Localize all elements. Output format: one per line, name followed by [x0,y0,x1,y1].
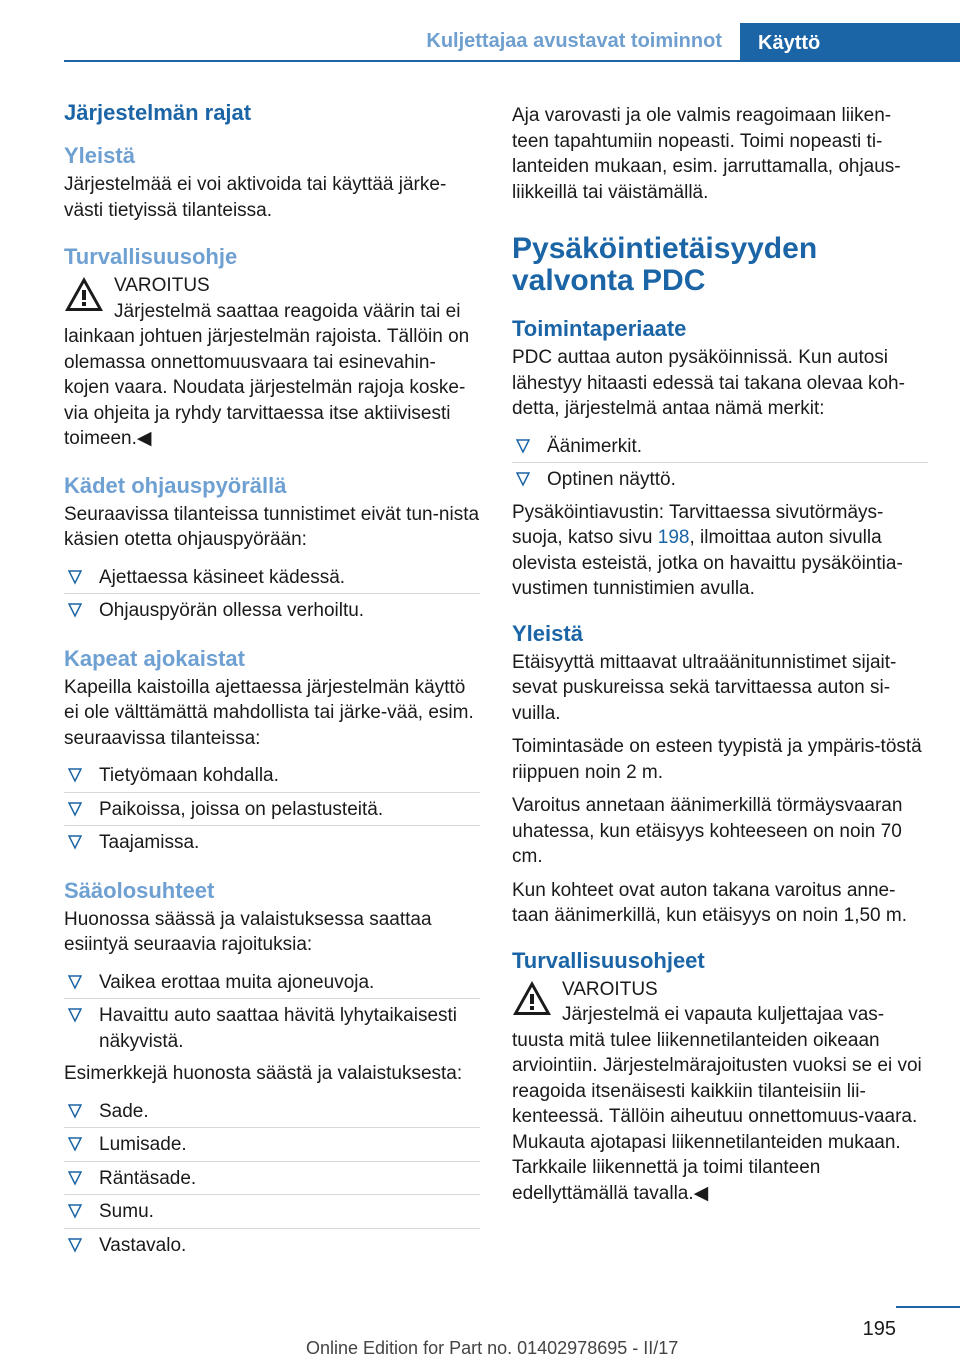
list-item-text: Räntäsade. [99,1167,197,1189]
paragraph-yleista-2: Toimintasäde on esteen tyypistä ja ympäris-töstä riippuen noin 2 m. [512,736,922,783]
list-item [64,825,480,859]
list-item [64,759,480,792]
list-kapeat [64,759,480,859]
warning-text: lainkaan johtuen järjestelmän rajoista. Tällöin on olemassa onnettomuusvaara tai esinevahin-kojen vaara. Noudata järjestelmän rajoja koske-via ohjeita ja ryhdy tarvittaessa itse aktiivisesti toimeen.◀ [64,326,470,449]
warning-triangle-icon [512,979,552,1017]
list-item [64,561,480,594]
bullet-triangle-icon [68,1007,82,1023]
list-item [64,1161,480,1195]
bullet-triangle-icon [68,1203,82,1219]
list-item [64,1194,480,1228]
section-title-pdc: Pysäköintietäisyyden valvonta PDC [512,232,818,297]
bullet-triangle-icon [68,569,82,585]
header-tab: Käyttö [740,23,960,61]
bullet-triangle-icon [68,1136,82,1152]
list-item [64,1095,480,1128]
list-item-text: Optinen näyttö. [547,469,676,490]
warning-text-first-line: Järjestelmä ei vapauta kuljettajaa vas- [562,1004,885,1025]
bullet-triangle-icon [68,1103,82,1119]
left-column [64,98,480,1261]
list-item-text: Sumu. [99,1201,154,1222]
pysakointiavustin-text-a: Pysäköintiavustin: Tarvittaessa sivutörmäys-suoja, katso sivu [512,501,884,548]
pysakointiavustin-text-b: , ilmoittaa auton sivulla olevista esteistä, jotka on havaittu pysäköintia-vustimen tunnistimien avulla. [512,527,903,599]
page-link-198[interactable]: 198 [657,527,690,548]
bullet-triangle-icon [516,471,530,487]
list-item [64,1127,480,1161]
list-item [64,593,480,627]
list-item [64,998,480,1057]
paragraph-intro: Aja varovasti ja ole valmis reagoimaan liiken-teen tapahtumiin nopeasti. Toimi nopeasti ti-lanteiden mukaan, esim. jarruttamalla, ohjaus-liikkeillä tai väistämällä. [512,105,901,203]
paragraph-toimintaperiaate: PDC auttaa auton pysäköinnissä. Kun autosi lähestyy hitaasti edessä tai takana olevaa koh-detta, järjestelmä antaa nämä merkit: [512,347,905,419]
footer-rule [896,1306,960,1308]
warning-title: VAROITUS [114,275,210,296]
list-esimerkkeja [64,1095,480,1262]
bullet-triangle-icon [68,801,82,817]
list-item-text: Ohjauspyörän ollessa verhoiltu. [99,600,365,621]
header-rule [64,60,960,62]
list-toimintaperiaate [512,430,928,496]
list-item-text: Havaittu auto saattaa hävitä lyhytaikaisesti näkyvistä. [99,1005,458,1052]
list-item-text: Äänimerkit. [547,435,643,457]
heading-turvallisuusohje: Turvallisuusohje [64,244,238,269]
list-item-text: Ajettaessa käsineet kädessä. [99,566,346,588]
paragraph-yleista-3: Varoitus annetaan äänimerkillä törmäysvaaran uhatessa, kun etäisyys kohteeseen on noin 70 cm. [512,795,903,867]
list-item-text: Taajamissa. [99,832,200,853]
heading-yleista: Yleistä [64,143,135,168]
paragraph-saa: Huonossa säässä ja valaistuksessa saattaa esiintyä seuraavia rajoituksia: [64,908,432,955]
list-item-text: Paikoissa, joissa on pelastusteitä. [99,798,384,820]
heading-turvallisuusohjeet: Turvallisuusohjeet [512,947,705,973]
list-item-text: Sade. [99,1100,149,1122]
warning-text-first-line: Järjestelmä saattaa reagoida väärin tai ei [114,300,461,322]
warning-text: tuusta mitä tulee liikennetilanteiden oikeaan arviointiin. Järjestelmärajoitusten vuoksi se ei voi reagoida itsenäisesti kaikkiin tilanteisiin lii-kenteessä. Tällöin aiheutuu onnettomuus-vaara. Mukauta ajotapasi liikennetilanteiden mukaan. Tarkkaile liikennettä ja toimi tilanteen edellyttämällä tavalla.◀ [512,1029,922,1204]
list-item-text: Vaikea erottaa muita ajoneuvoja. [99,971,375,993]
warning-block [64,273,480,452]
header-section-title: Kuljettajaa avustavat toiminnot [426,30,722,52]
paragraph-yleista-1: Etäisyyttä mittaavat ultraäänitunnistimet sijait-sevat puskureissa sekä tarvittaessa auton si-vuilla. [512,651,897,724]
heading-saaolosuhteet: Sääolosuhteet [64,877,215,903]
list-item [512,430,928,463]
paragraph-kapeat: Kapeilla kaistoilla ajettaessa järjestelmän käyttö ei ole välttämättä mahdollista tai järke-vää, esim. seuraavissa tilanteissa: [64,676,474,749]
paragraph-kadet: Seuraavissa tilanteissa tunnistimet eivät tun-nista käsien otetta ohjauspyörään: [64,503,480,550]
warning-title: VAROITUS [562,978,658,1000]
section-title-jarjestelman-rajat: Järjestelmän rajat [64,100,252,125]
warning-triangle-icon [64,275,104,313]
heading-kapeat: Kapeat ajokaistat [64,645,245,671]
page-number: 195 [862,1318,896,1340]
paragraph-esimerkkeja: Esimerkkejä huonosta säästä ja valaistuksesta: [64,1063,463,1084]
paragraph-pysakointiavustin [512,500,928,602]
list-item-text: Lumisade. [99,1134,187,1155]
list-item-text: Tietyömaan kohdalla. [99,765,279,786]
list-item [64,1228,480,1262]
list-item-text: Vastavalo. [99,1234,187,1256]
warning-block [512,977,928,1207]
list-kadet [64,561,480,627]
bullet-triangle-icon [68,767,82,783]
list-item [512,462,928,496]
bullet-triangle-icon [68,602,82,618]
footer-edition: Online Edition for Part no. 01402978695 - II/17 [306,1338,679,1358]
bullet-triangle-icon [68,1170,82,1186]
bullet-triangle-icon [68,1237,82,1253]
list-item [64,966,480,999]
heading-toimintaperiaate: Toimintaperiaate [512,316,687,341]
bullet-triangle-icon [68,974,82,990]
right-column [512,98,928,1214]
list-item [64,792,480,826]
bullet-triangle-icon [68,834,82,850]
heading-yleista-pdc: Yleistä [512,620,583,646]
paragraph-yleista-4: Kun kohteet ovat auton takana varoitus anne-taan äänimerkillä, kun etäisyys on noin 1,50 m. [512,879,907,926]
bullet-triangle-icon [516,438,530,454]
paragraph-yleista: Järjestelmää ei voi aktivoida tai käyttää järke-västi tietyissä tilanteissa. [64,174,447,221]
heading-kadet: Kädet ohjauspyörällä [64,472,287,498]
list-saa [64,966,480,1058]
page-header [0,0,960,62]
